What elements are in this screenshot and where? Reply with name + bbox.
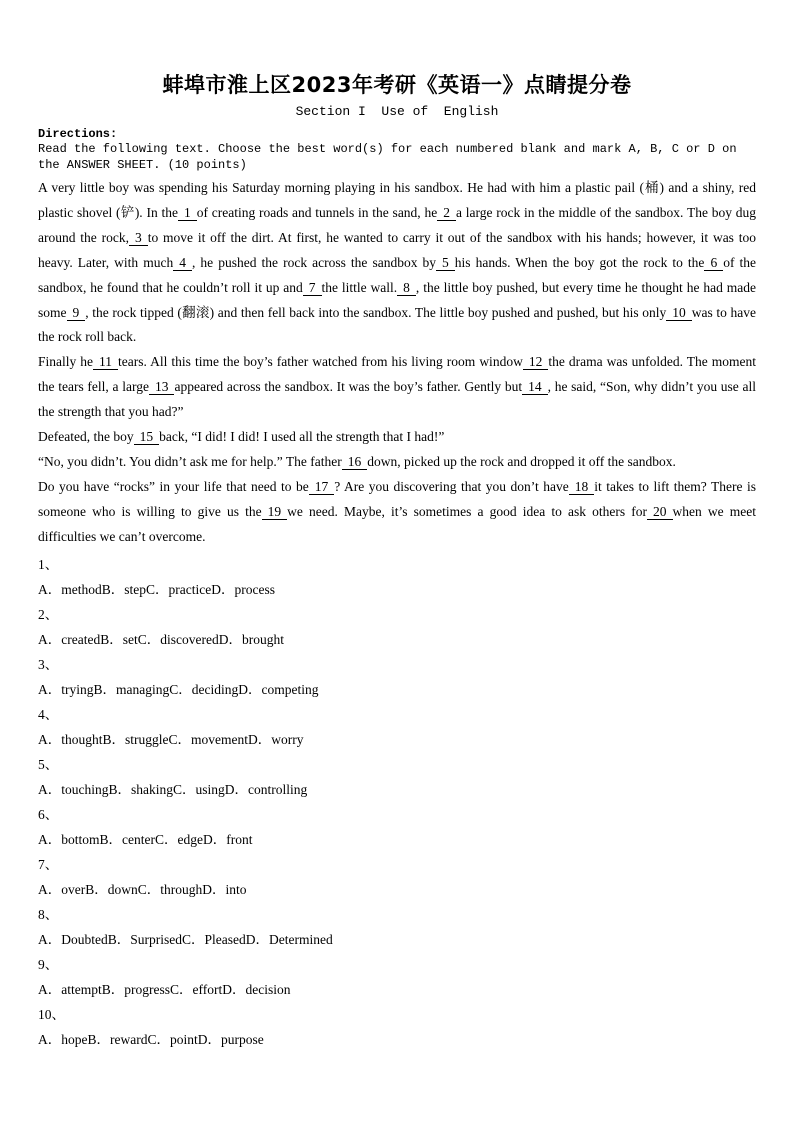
option: B．managing bbox=[93, 681, 170, 697]
option: C．through bbox=[137, 881, 203, 897]
question-number-2: 2、 bbox=[38, 606, 59, 622]
blank-16: 16 bbox=[342, 454, 368, 470]
passage bbox=[38, 176, 756, 550]
option: C．effort bbox=[170, 981, 223, 997]
option: A．Doubted bbox=[38, 931, 108, 947]
option: A．hope bbox=[38, 1031, 88, 1047]
option: A．created bbox=[38, 631, 101, 647]
option: C．using bbox=[173, 781, 225, 797]
question-number-9: 9、 bbox=[38, 956, 59, 972]
option: D．Determined bbox=[245, 931, 333, 947]
option: B．struggle bbox=[102, 731, 169, 747]
question-number-1: 1、 bbox=[38, 556, 59, 572]
blank-20: 20 bbox=[647, 504, 673, 520]
option: B．set bbox=[100, 631, 138, 647]
option: D．brought bbox=[218, 631, 284, 647]
option: A．method bbox=[38, 581, 102, 597]
page-title: 蚌埠市淮上区2023年考研《英语一》点睛提分卷 bbox=[162, 73, 632, 97]
option: B．shaking bbox=[108, 781, 174, 797]
option: B．Surprised bbox=[107, 931, 182, 947]
passage-paragraph: A very little boy was spending his Saturday morning playing in his sandbox. He had with him a plastic pail (桶) and a shiny, red plastic shovel (铲). In the 1 of creating roads and tunnels in the sand, he 2 a large rock in the middle of the sandbox. The boy dug around the rock, 3 to move it off the dirt. At first, he wanted to carry it out of the sandbox with his hands; however, it was too heavy. Later, with much 4 , he pushed the rock across the sandbox by 5 his hands. When the boy got the rock to the 6 of the sandbox, he found that he couldn’t roll it up and 7 the little wall. 8 , the little boy pushed, but every time he thought he had made some 9 , the rock tipped (翻滚) and then fell back into the sandbox. The little boy pushed and pushed, but his only 10 was to have the rock roll back. bbox=[38, 180, 757, 345]
question-options-10 bbox=[38, 1027, 756, 1052]
option: C．edge bbox=[155, 831, 203, 847]
passage-paragraph: “No, you didn’t. You didn’t ask me for help.” The father 16 down, picked up the rock and dropped it off the sandbox. bbox=[38, 453, 676, 469]
question-number-3: 3、 bbox=[38, 656, 59, 672]
option: D．worry bbox=[248, 731, 304, 747]
blank-10: 10 bbox=[666, 305, 692, 321]
option: D．controlling bbox=[224, 781, 308, 797]
blank-2: 2 bbox=[437, 205, 456, 221]
question-options-7 bbox=[38, 877, 756, 902]
directions-label: Directions: bbox=[38, 127, 118, 141]
option: D．front bbox=[203, 831, 253, 847]
blank-19: 19 bbox=[262, 504, 288, 520]
section-heading: Section I Use of English bbox=[295, 104, 499, 119]
question-number-4: 4、 bbox=[38, 706, 59, 722]
option: B．step bbox=[101, 581, 147, 597]
passage-paragraph: Finally he 11 tears. All this time the boy’s father watched from his living room window 12 the drama was unfolded. The moment the tears fell, a large 13 appeared across the sandbox. It was the boy’s father. Gently but 14 , he said, “Son, why didn’t you use all the strength that you had?” bbox=[38, 354, 756, 420]
blank-6: 6 bbox=[704, 255, 723, 271]
question-number-10: 10、 bbox=[38, 1006, 65, 1022]
passage-paragraph: Defeated, the boy 15 back, “I did! I did! I used all the strength that I had!” bbox=[38, 429, 445, 445]
option: B．center bbox=[99, 831, 155, 847]
question-options-1 bbox=[38, 577, 756, 602]
option: D．process bbox=[211, 581, 275, 597]
option: A．thought bbox=[38, 731, 103, 747]
option: D．purpose bbox=[197, 1031, 264, 1047]
question-number-8: 8、 bbox=[38, 906, 59, 922]
option: B．reward bbox=[87, 1031, 148, 1047]
blank-15: 15 bbox=[134, 429, 160, 445]
directions-text: Read the following text. Choose the best word(s) for each numbered blank and mark A, B, C or D on the ANSWER SHEET. (10 points) bbox=[38, 142, 737, 172]
blank-18: 18 bbox=[569, 479, 595, 495]
option: C．deciding bbox=[169, 681, 239, 697]
option: C．discovered bbox=[137, 631, 219, 647]
question-options-2 bbox=[38, 627, 756, 652]
option: A．over bbox=[38, 881, 86, 897]
blank-13: 13 bbox=[149, 379, 175, 395]
question-options-3 bbox=[38, 677, 756, 702]
blank-3: 3 bbox=[129, 230, 148, 246]
question-options-8 bbox=[38, 927, 756, 952]
blank-9: 9 bbox=[67, 305, 86, 321]
option: C．movement bbox=[168, 731, 249, 747]
option: A．bottom bbox=[38, 831, 100, 847]
option: B．progress bbox=[101, 981, 170, 997]
blank-11: 11 bbox=[93, 354, 118, 370]
blank-12: 12 bbox=[523, 354, 549, 370]
option: A．attempt bbox=[38, 981, 102, 997]
blank-7: 7 bbox=[303, 280, 322, 296]
option: D．competing bbox=[238, 681, 319, 697]
question-options-6 bbox=[38, 827, 756, 852]
option: D．into bbox=[202, 881, 247, 897]
passage-paragraph: Do you have “rocks” in your life that need to be 17 ? Are you discovering that you don’t have 18 it takes to lift them? There is someone who is willing to give us the 19 we need. Maybe, it’s sometimes a good idea to ask others for 20 when we meet difficulties we can’t overcome. bbox=[38, 478, 757, 544]
question-options-4 bbox=[38, 727, 756, 752]
blank-1: 1 bbox=[178, 205, 197, 221]
option: A．trying bbox=[38, 681, 94, 697]
blank-17: 17 bbox=[309, 479, 335, 495]
question-number-5: 5、 bbox=[38, 756, 59, 772]
option: C．point bbox=[147, 1031, 198, 1047]
option: C．Pleased bbox=[182, 931, 246, 947]
option: C．practice bbox=[146, 581, 212, 597]
questions-list bbox=[38, 552, 756, 1052]
question-options-5 bbox=[38, 777, 756, 802]
blank-14: 14 bbox=[522, 379, 548, 395]
option: B．down bbox=[85, 881, 138, 897]
option: D．decision bbox=[222, 981, 291, 997]
question-options-9 bbox=[38, 977, 756, 1002]
blank-4: 4 bbox=[173, 255, 192, 271]
option: A．touching bbox=[38, 781, 109, 797]
blank-8: 8 bbox=[397, 280, 416, 296]
question-number-6: 6、 bbox=[38, 806, 59, 822]
question-number-7: 7、 bbox=[38, 856, 59, 872]
blank-5: 5 bbox=[436, 255, 455, 271]
